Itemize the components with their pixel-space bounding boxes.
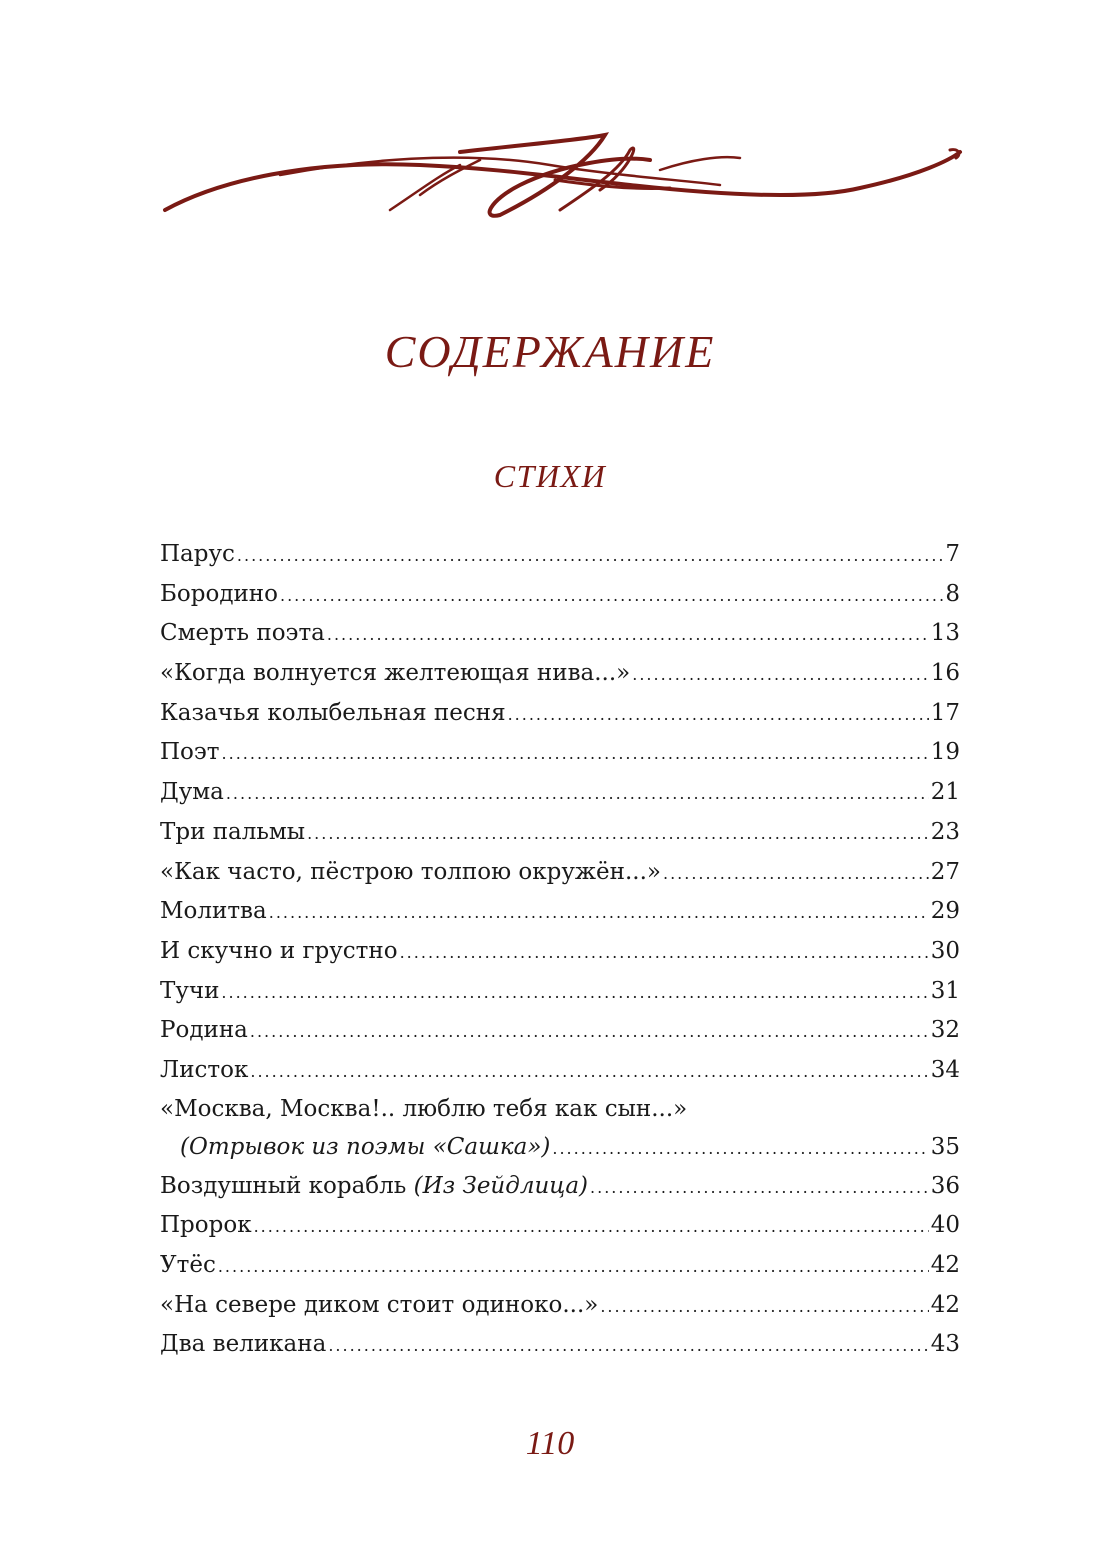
toc-entry[interactable]: [160, 932, 960, 972]
entry-title: Смерть поэта: [160, 620, 325, 647]
toc-entry[interactable]: [160, 1325, 960, 1365]
entry-page: 17: [930, 699, 960, 726]
entry-page: 42: [930, 1252, 960, 1278]
dot-leader: [250, 1052, 928, 1092]
entry-page: 13: [930, 620, 960, 647]
entry-title: «Когда волнуется желтеющая нива...»: [160, 660, 631, 687]
entry-page: 36: [930, 1172, 960, 1199]
toc-entry[interactable]: [160, 1246, 960, 1286]
toc-entry[interactable]: [160, 535, 960, 575]
toc-entry[interactable]: [160, 614, 960, 654]
calligraphic-flourish-icon: [160, 130, 965, 225]
toc-entry[interactable]: [160, 1051, 960, 1091]
entry-title: Казачья колыбельная песня: [160, 699, 506, 726]
dot-leader: [280, 576, 943, 616]
toc-entry[interactable]: [160, 773, 960, 813]
page-number: 110: [525, 1425, 575, 1462]
entry-title: «Как часто, пёстрою толпою окружён...»: [160, 858, 661, 885]
toc-entry[interactable]: [160, 813, 960, 853]
entry-page: 30: [930, 937, 960, 964]
entry-page: 7: [945, 541, 960, 567]
entry-title: Два великана: [160, 1331, 327, 1358]
toc-entry[interactable]: [160, 654, 960, 694]
entry-title: Утёс: [160, 1252, 216, 1278]
entry-page: 35: [930, 1133, 960, 1160]
entry-page: 8: [945, 580, 960, 607]
entry-page: 19: [930, 739, 960, 766]
toc-entry[interactable]: [160, 1167, 960, 1207]
entry-title: Тучи: [160, 977, 220, 1004]
entry-page: 27: [930, 858, 960, 885]
dot-leader: [237, 536, 943, 576]
dot-leader: [552, 1129, 928, 1169]
entry-title: Поэт: [160, 739, 220, 766]
entry-title: Воздушный корабль: [160, 1172, 407, 1199]
toc-entry[interactable]: [160, 694, 960, 734]
toc-entry[interactable]: [160, 972, 960, 1012]
dot-leader: [508, 695, 929, 735]
entry-title: Молитва: [160, 898, 267, 925]
entry-title: И скучно и грустно: [160, 937, 398, 964]
dot-leader: [663, 854, 929, 894]
dot-leader: [400, 933, 929, 973]
dot-leader: [600, 1287, 928, 1327]
entry-page: 29: [930, 898, 960, 925]
entry-page: 32: [930, 1017, 960, 1044]
entry-title: Три пальмы: [160, 818, 306, 845]
entry-page: 40: [930, 1212, 960, 1239]
toc-entry[interactable]: [160, 892, 960, 932]
entry-page: 23: [930, 818, 960, 845]
entry-page: 16: [930, 660, 960, 687]
dot-leader: [250, 1012, 929, 1052]
dot-leader: [632, 655, 928, 695]
dot-leader: [327, 615, 929, 655]
dot-leader: [590, 1168, 929, 1208]
entry-title: Листок: [160, 1056, 249, 1083]
dot-leader: [269, 893, 929, 933]
toc-entry[interactable]: [160, 1011, 960, 1051]
entry-title: Пророк: [160, 1212, 252, 1239]
entry-page: 34: [930, 1056, 960, 1083]
entry-title: Парус: [160, 541, 235, 567]
dot-leader: [226, 774, 929, 814]
toc-entry[interactable]: [160, 853, 960, 893]
table-of-contents: [160, 535, 960, 1365]
dot-leader: [328, 1326, 928, 1366]
toc-entry[interactable]: [160, 733, 960, 773]
entry-title: Бородино: [160, 580, 278, 607]
entry-subtitle: (Отрывок из поэмы «Сашка»): [180, 1133, 551, 1160]
toc-entry[interactable]: [160, 1286, 960, 1326]
entry-title: Родина: [160, 1017, 248, 1044]
entry-title: Дума: [160, 779, 224, 806]
entry-page: 21: [930, 779, 960, 806]
entry-page: 42: [930, 1291, 960, 1318]
page-title: СОДЕРЖАНИЕ: [384, 326, 716, 377]
entry-title: «На севере диком стоит одиноко...»: [160, 1291, 599, 1318]
dot-leader: [218, 1247, 929, 1287]
entry-page: 43: [930, 1331, 960, 1358]
dot-leader: [307, 814, 929, 854]
dot-leader: [254, 1207, 929, 1247]
entry-title: «Москва, Москва!.. люблю тебя как сын...»: [160, 1095, 688, 1122]
toc-entry[interactable]: [160, 1206, 960, 1246]
dot-leader: [222, 734, 929, 774]
dot-leader: [221, 973, 928, 1013]
entry-page: 31: [930, 977, 960, 1004]
entry-note: (Из Зейдлица): [413, 1172, 589, 1199]
section-heading: СТИХИ: [493, 458, 607, 494]
toc-entry[interactable]: [160, 575, 960, 615]
toc-entry[interactable]: [160, 1091, 960, 1167]
